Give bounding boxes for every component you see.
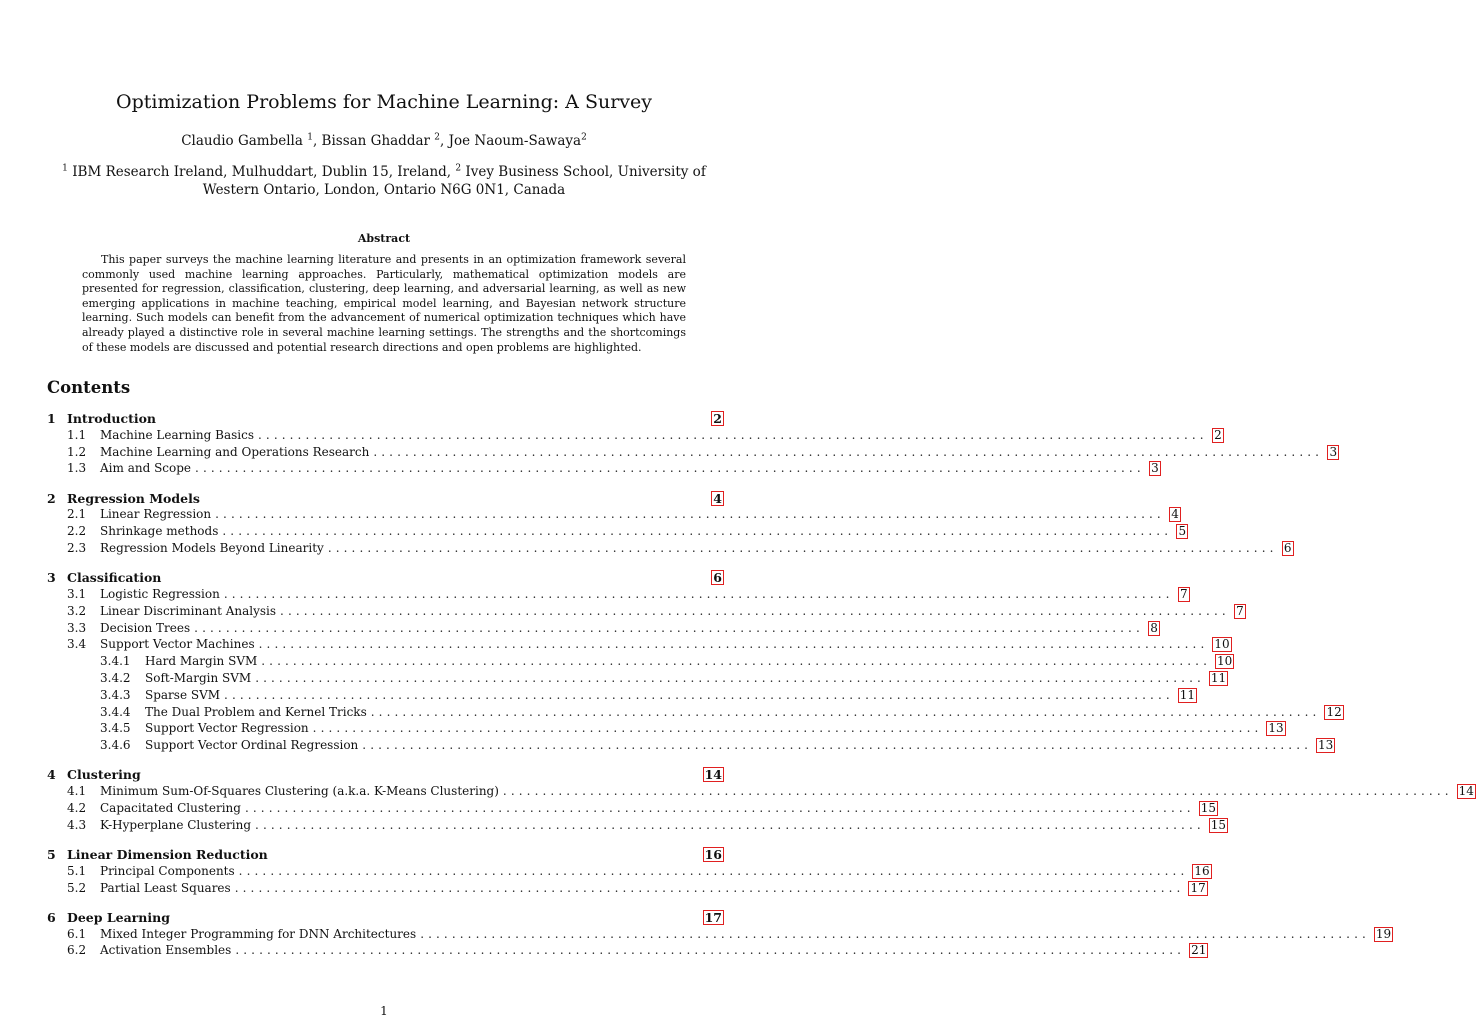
toc-entry[interactable]	[47, 653, 1233, 670]
toc-label: Capacitated Clustering	[100, 801, 241, 815]
toc-number: 2.2	[67, 524, 87, 539]
toc-label: Introduction	[67, 411, 157, 426]
paper-title: Optimization Problems for Machine Learning: A Survey	[116, 91, 652, 113]
toc-leader-dots: ........................................................................................................................	[261, 654, 1211, 669]
toc-page-link[interactable]: 6	[713, 570, 722, 586]
abstract-heading: Abstract	[357, 232, 411, 245]
author-name: Bissan Ghaddar	[321, 133, 430, 149]
toc-page-link[interactable]: 5	[1176, 524, 1188, 539]
toc-entry[interactable]	[47, 670, 1227, 687]
affiliations	[60, 163, 708, 199]
toc-number: 6.1	[67, 926, 87, 941]
toc-number: 2.3	[67, 541, 87, 555]
toc-label: Soft-Margin SVM	[145, 671, 252, 685]
toc-entry[interactable]	[47, 817, 1227, 834]
toc-page-link[interactable]: 11	[1179, 687, 1196, 702]
toc-leader-dots: ........................................................................................................................	[312, 721, 1263, 736]
toc-page-link[interactable]: 14	[1458, 784, 1474, 799]
toc-entry[interactable]	[47, 800, 1216, 817]
toc-leader-dots: ........................................................................................................................	[238, 863, 1189, 878]
toc-entry[interactable]	[47, 620, 1158, 637]
toc-label: Partial Least Squares	[100, 880, 231, 895]
toc-section-entry[interactable]	[47, 846, 724, 863]
toc-number: 3.4	[67, 637, 87, 652]
toc-number: 5.2	[67, 880, 87, 895]
toc-number: 4.3	[67, 817, 87, 832]
toc-page-link[interactable]: 7	[1178, 587, 1190, 602]
page-number: 1	[380, 1004, 388, 1018]
toc-leader-dots: ........................................................................................................................	[258, 637, 1209, 652]
toc-label: Regression Models Beyond Linearity	[100, 541, 324, 555]
toc-leader-dots: ........................................................................................................................	[222, 524, 1173, 539]
toc-label: Support Vector Machines	[100, 637, 255, 652]
toc-section-entry[interactable]	[47, 490, 724, 507]
toc-page-link[interactable]: 16	[704, 847, 722, 862]
toc-entry[interactable]	[47, 737, 1334, 754]
toc-page-link[interactable]: 15	[1200, 801, 1216, 815]
toc-label: Aim and Scope	[100, 461, 192, 476]
toc-number: 3.4.6	[100, 738, 131, 753]
toc-entry[interactable]	[47, 880, 1206, 897]
toc-leader-dots: ........................................................................................................................	[362, 738, 1313, 753]
toc-leader-dots: ........................................................................................................................	[502, 784, 1453, 799]
toc-number: 3.4.1	[100, 654, 131, 669]
toc-label: Deep Learning	[67, 909, 170, 925]
affiliation-mark: 1	[307, 132, 313, 143]
toc-label: Linear Dimension Reduction	[67, 847, 268, 862]
toc-page-link[interactable]: 7	[1234, 604, 1246, 619]
toc-page-link[interactable]: 21	[1191, 943, 1207, 958]
toc-entry[interactable]	[47, 687, 1196, 704]
toc-number: 1.3	[67, 461, 87, 476]
toc-leader-dots: ........................................................................................................................	[195, 461, 1145, 476]
toc-number: 3.4.3	[100, 687, 131, 702]
toc-page-link[interactable]: 3	[1327, 445, 1339, 460]
toc-page-link[interactable]: 16	[1194, 863, 1210, 878]
toc-section-entry[interactable]	[47, 569, 724, 586]
toc-leader-dots: ........................................................................................................................	[223, 587, 1174, 601]
toc-label: Minimum Sum-Of-Squares Clustering (a.k.a. K-Means Clustering)	[100, 784, 499, 799]
affiliation-mark: 2	[434, 132, 441, 143]
affiliation-text: Ivey Business School, University of Western Ontario, London, Ontario N6G 0N1, Canada	[202, 164, 706, 198]
toc-page-link[interactable]: 4	[713, 490, 722, 506]
toc-page-link[interactable]: 10	[1217, 654, 1233, 669]
toc-page-link[interactable]: 19	[1375, 926, 1392, 941]
toc-entry[interactable]	[47, 427, 1222, 444]
toc-page-link[interactable]: 8	[1148, 621, 1160, 636]
toc-number: 5.1	[67, 863, 87, 878]
toc-label: Linear Discriminant Analysis	[100, 603, 277, 618]
toc-number: 3.1	[67, 587, 87, 601]
toc-entry[interactable]	[47, 444, 1338, 461]
toc-leader-dots: ........................................................................................................................	[370, 704, 1321, 719]
toc-entry[interactable]	[47, 586, 1188, 603]
toc-number: 4	[47, 767, 56, 783]
toc-number: 2	[47, 490, 56, 506]
toc-entry[interactable]	[47, 636, 1230, 653]
toc-number: 4.1	[67, 784, 87, 799]
toc-page-link[interactable]: 2	[713, 411, 722, 426]
toc-page-link[interactable]: 10	[1214, 637, 1230, 652]
toc-section-entry[interactable]	[47, 909, 724, 926]
toc-section-entry[interactable]	[47, 410, 724, 427]
toc-page-link[interactable]: 15	[1210, 817, 1227, 832]
author-separator: ,	[312, 133, 322, 149]
toc-leader-dots: ........................................................................................................................	[234, 880, 1185, 895]
toc-leader-dots: ........................................................................................................................	[420, 926, 1370, 941]
toc-label: Regression Models	[67, 490, 200, 506]
toc-entry[interactable]	[47, 603, 1244, 620]
toc-page-link[interactable]: 6	[1282, 541, 1294, 556]
toc-number: 3.2	[67, 603, 87, 618]
toc-leader-dots: ........................................................................................................................	[255, 671, 1205, 685]
toc-number: 4.2	[67, 801, 87, 815]
toc-number: 6	[47, 909, 56, 925]
toc-leader-dots: ........................................................................................................................	[215, 507, 1165, 522]
toc-label: Linear Regression	[100, 507, 212, 522]
toc-label: Machine Learning and Operations Research	[100, 444, 370, 459]
author-separator: ,	[440, 133, 449, 149]
toc-entry[interactable]	[47, 942, 1207, 959]
toc-label: Clustering	[67, 767, 141, 783]
toc-page-link[interactable]: 12	[1326, 704, 1342, 719]
toc-leader-dots: ........................................................................................................................	[255, 817, 1205, 832]
toc-entry[interactable]	[47, 506, 1179, 523]
toc-entry[interactable]	[47, 863, 1210, 880]
toc-label: Shrinkage methods	[100, 524, 219, 539]
toc-leader-dots: ........................................................................................................................	[373, 444, 1324, 459]
toc-leader-dots: ........................................................................................................................	[244, 801, 1195, 815]
author-list	[0, 132, 768, 150]
affiliation-mark: 2	[455, 163, 462, 174]
toc-entry[interactable]	[47, 720, 1284, 737]
toc-page-link[interactable]: 3	[1149, 461, 1161, 476]
toc-page-link[interactable]: 2	[1212, 428, 1224, 443]
affiliation-mark: 2	[581, 132, 587, 143]
toc-leader-dots: ........................................................................................................................	[235, 943, 1186, 958]
toc-number: 1.1	[67, 427, 87, 442]
toc-label: The Dual Problem and Kernel Tricks	[145, 704, 367, 719]
toc-label: Logistic Regression	[100, 587, 220, 601]
author-name: Joe Naoum-Sawaya	[448, 133, 582, 149]
toc-leader-dots: ........................................................................................................................	[327, 541, 1278, 555]
toc-label: K-Hyperplane Clustering	[100, 817, 252, 832]
toc-leader-dots: ........................................................................................................................	[224, 687, 1174, 702]
toc-label: Sparse SVM	[145, 687, 221, 702]
toc-entry[interactable]	[47, 523, 1187, 540]
toc-entry[interactable]	[47, 460, 1159, 477]
toc-label: Principal Components	[100, 863, 235, 878]
toc-leader-dots: ........................................................................................................................	[194, 620, 1144, 635]
toc-number: 3.4.4	[100, 704, 131, 719]
toc-number: 2.1	[67, 507, 87, 522]
toc-label: Activation Ensembles	[100, 943, 232, 958]
toc-number: 3.4.2	[100, 671, 131, 685]
toc-label: Support Vector Ordinal Regression	[145, 738, 359, 753]
toc-label: Decision Trees	[100, 620, 191, 635]
toc-page-link[interactable]: 17	[1190, 880, 1206, 895]
toc-label: Classification	[67, 570, 162, 586]
toc-number: 6.2	[67, 943, 87, 958]
toc-number: 1.2	[67, 444, 87, 459]
toc-label: Mixed Integer Programming for DNN Architectures	[100, 926, 417, 941]
affiliation-text: IBM Research Ireland, Mulhuddart, Dublin 15, Ireland,	[72, 164, 452, 180]
toc-entry[interactable]	[47, 783, 1474, 800]
toc-page-link[interactable]: 13	[1268, 721, 1284, 736]
toc-number: 3.4.5	[100, 721, 131, 736]
toc-leader-dots: ........................................................................................................................	[280, 603, 1230, 618]
toc-number: 3.3	[67, 620, 87, 635]
contents-heading: Contents	[47, 378, 131, 397]
toc-page-link[interactable]: 14	[704, 767, 722, 783]
toc-number: 5	[47, 847, 56, 862]
toc-entry[interactable]	[47, 704, 1342, 721]
toc-page-link[interactable]: 4	[1169, 507, 1181, 522]
toc-page-link[interactable]: 11	[1210, 671, 1227, 685]
toc-label: Machine Learning Basics	[100, 427, 254, 442]
author-name: Claudio Gambella	[181, 133, 303, 149]
toc-entry[interactable]	[47, 926, 1392, 943]
toc-label: Support Vector Regression	[145, 721, 309, 736]
affiliation-mark: 1	[62, 163, 68, 174]
toc-number: 3	[47, 570, 56, 586]
toc-entry[interactable]	[47, 540, 1292, 557]
toc-section-entry[interactable]	[47, 766, 724, 783]
toc-page-link[interactable]: 13	[1318, 738, 1334, 753]
toc-number: 1	[47, 411, 56, 426]
toc-label: Hard Margin SVM	[145, 654, 258, 669]
abstract-text: This paper surveys the machine learning literature and presents in an optimization framework several commonly used machine learning approaches. Particularly, mathematical optimization models are presented for regression, classification, clustering, deep learning, and adversarial learning, as well as new emerging applications in machine teaching, empirical model learning, and Bayesian network structure learning. Such models can benefit from the advancement of numerical optimization techniques which have already played a distinctive role in several machine learning settings. The strengths and the shortcomings of these models are discussed and potential research directions and open problems are highlighted.	[82, 253, 686, 354]
toc-page-link[interactable]: 17	[704, 909, 722, 925]
toc-leader-dots: ........................................................................................................................	[257, 427, 1208, 442]
